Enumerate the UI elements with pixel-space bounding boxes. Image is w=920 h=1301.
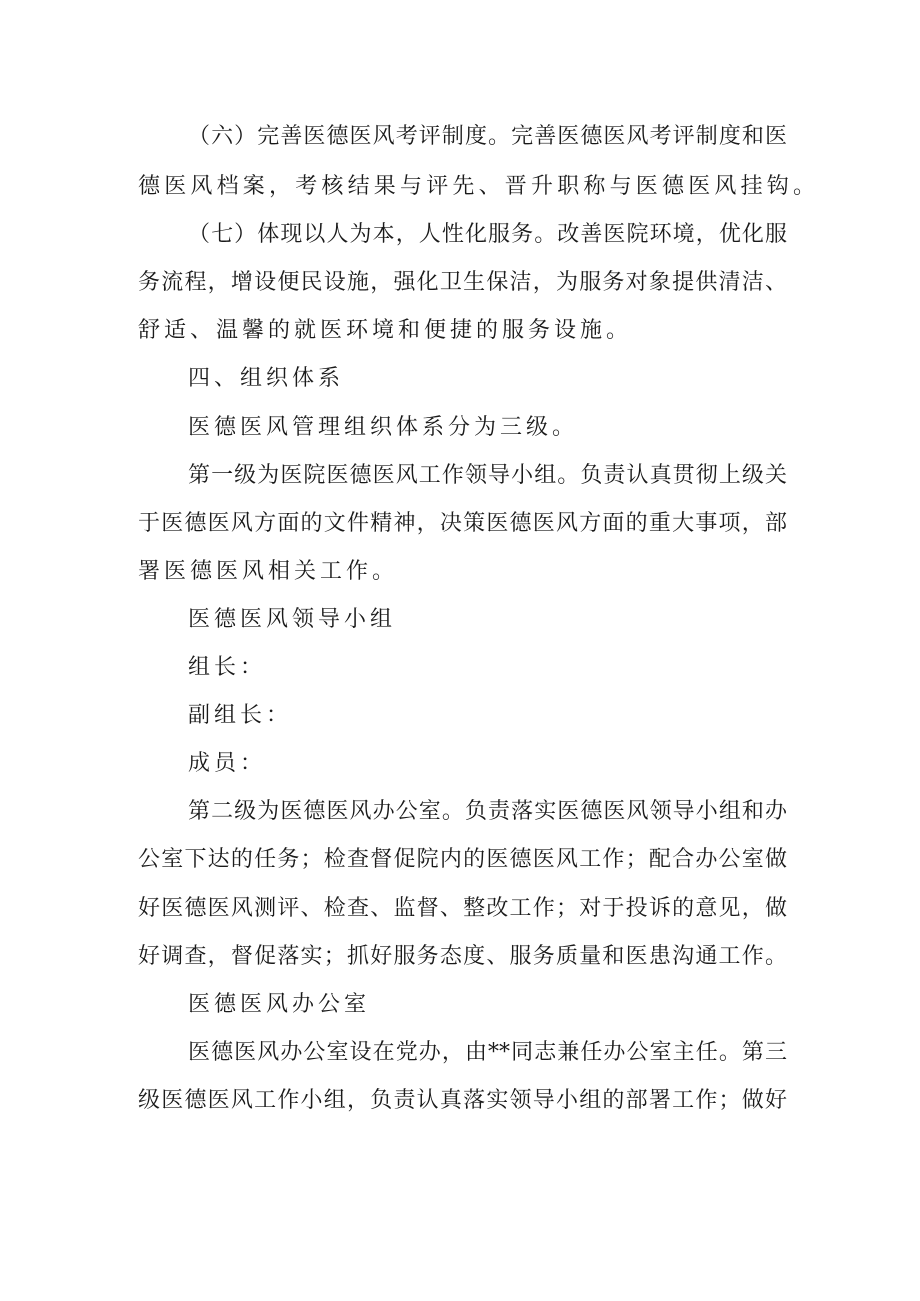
paragraph-level-2-line-2: 公室下达的任务；检查督促院内的医德医风工作；配合办公室做 [138, 847, 787, 872]
office-title: 医德医风办公室 [188, 992, 371, 1017]
paragraph-office-detail-line-1: 医德医风办公室设在党办，由**同志兼任办公室主任。第三 [188, 1040, 787, 1065]
paragraph-7-line-3: 舒适、温馨的就医环境和便捷的服务设施。 [138, 318, 633, 343]
leading-group-title: 医德医风领导小组 [188, 607, 397, 632]
paragraph-level-1-line-2: 于医德医风方面的文件精神，决策医德医风方面的重大事项，部 [138, 511, 787, 536]
paragraph-office-detail-line-2: 级医德医风工作小组，负责认真落实领导小组的部署工作；做好 [138, 1088, 787, 1113]
section-heading-organization: 四、组织体系 [188, 366, 345, 391]
paragraph-level-2-line-1: 第二级为医德医风办公室。负责落实医德医风领导小组和办 [188, 799, 787, 824]
paragraph-6-line-1: （六）完善医德医风考评制度。完善医德医风考评制度和医 [188, 124, 787, 149]
paragraph-7-line-2: 务流程，增设便民设施，强化卫生保洁，为服务对象提供清洁、 [138, 270, 787, 295]
paragraph-7-line-1: （七）体现以人为本，人性化服务。改善医院环境，优化服 [188, 222, 787, 247]
paragraph-level-1-line-1: 第一级为医院医德医风工作领导小组。负责认真贯彻上级关 [188, 463, 787, 488]
paragraph-level-2-line-4: 好调查，督促落实；抓好服务态度、服务质量和医患沟通工作。 [138, 944, 787, 969]
paragraph-6-line-2: 德医风档案，考核结果与评先、晋升职称与医德医风挂钩。 [138, 174, 820, 199]
paragraph-level-1-line-3: 署医德医风相关工作。 [138, 559, 399, 584]
paragraph-level-2-line-3: 好医德医风测评、检查、监督、整改工作；对于投诉的意见，做 [138, 896, 787, 921]
members-label: 成员： [188, 751, 267, 776]
group-leader-label: 组长： [188, 655, 267, 680]
deputy-leader-label: 副组长： [188, 703, 293, 728]
paragraph-three-levels: 医德医风管理组织体系分为三级。 [188, 415, 579, 440]
